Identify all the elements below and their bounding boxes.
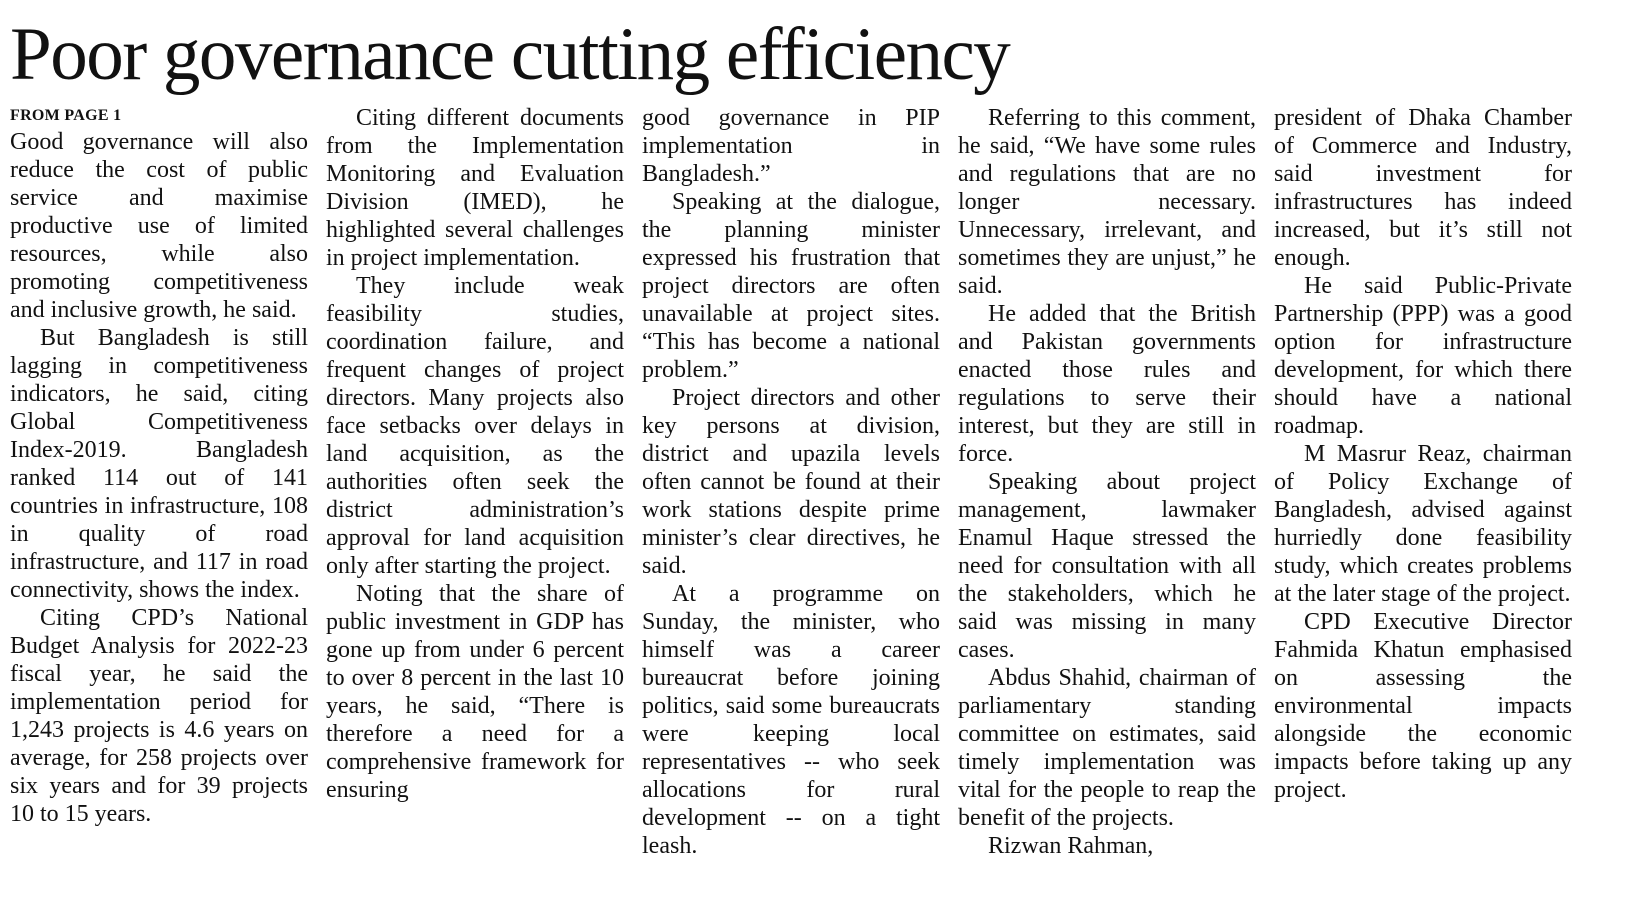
paragraph: Abdus Shahid, chairman of parliamentary standing committee on estimates, said timely implementation was vital for the people to reap the benefit of the projects. [958,665,1256,831]
paragraph: Speaking at the dialogue, the planning minister expressed his frustration that project directors are often unavailable at project sites. “This has become a national problem.” [642,189,940,383]
article-column-3 [642,104,940,860]
article-columns [10,104,1572,860]
jump-kicker: FROM PAGE 1 [10,107,122,124]
paragraph: CPD Executive Director Fahmida Khatun emphasised on assessing the environmental impacts alongside the economic impacts before taking up any project. [1274,609,1572,803]
paragraph: Good governance will also reduce the cost of public service and maximise productive use of limited resources, while also promoting competitiveness and inclusive growth, he said. [10,129,308,323]
paragraph: M Masrur Reaz, chairman of Policy Exchange of Bangladesh, advised against hurriedly done feasibility study, which creates problems at the later stage of the project. [1274,441,1572,607]
paragraph: Project directors and other key persons at division, district and upazila levels often cannot be found at their work stations despite prime minister’s clear directives, he said. [642,385,940,579]
paragraph: He said Public-Private Partnership (PPP) was a good option for infrastructure development, for which there should have a national roadmap. [1274,273,1572,439]
paragraph: Noting that the share of public investment in GDP has gone up from under 6 percent to over 8 percent in the last 10 years, he said, “There is therefore a need for a comprehensive framework for ensuring [326,581,624,803]
paragraph: Citing CPD’s National Budget Analysis for 2022-23 fiscal year, he said the implementation period for 1,243 projects is 4.6 years on average, for 258 projects over six years and for 39 projects 10 to 15 years. [10,605,308,827]
article-column-2 [326,104,624,860]
article-column-4 [958,104,1256,860]
paragraph: He added that the British and Pakistan governments enacted those rules and regulations to serve their interest, but they are still in force. [958,301,1256,467]
paragraph: Speaking about project management, lawmaker Enamul Haque stressed the need for consultation with all the stakeholders, which he said was missing in many cases. [958,469,1256,663]
paragraph: At a programme on Sunday, the minister, who himself was a career bureaucrat before joining politics, said some bureaucrats were keeping local representatives -- who seek allocations for rural development -- on a tight leash. [642,581,940,859]
paragraph: Rizwan Rahman, [988,833,1154,859]
paragraph: But Bangladesh is still lagging in competitiveness indicators, he said, citing Global Competitiveness Index-2019. Bangladesh ranked 114 out of 141 countries in infrastructure, 108 in quality of road infrastructure, and 117 in road connectivity, shows the index. [10,325,308,603]
paragraph: Citing different documents from the Implementation Monitoring and Evaluation Division (IMED), he highlighted several challenges in project implementation. [326,105,624,271]
paragraph: They include weak feasibility studies, coordination failure, and frequent changes of project directors. Many projects also face setbacks over delays in land acquisition, as the authorities often seek the district administration’s approval for land acquisition only after starting the project. [326,273,624,579]
article-column-5 [1274,104,1572,860]
paragraph-continued: president of Dhaka Chamber of Commerce and Industry, said investment for infrastructures has indeed increased, but it’s still not enough. [1274,105,1572,271]
article-column-1 [10,104,308,860]
paragraph: Referring to this comment, he said, “We have some rules and regulations that are no longer necessary. Unnecessary, irrelevant, and sometimes they are unjust,” he said. [958,105,1256,299]
paragraph-continued: good governance in PIP implementation in Bangladesh.” [642,105,940,187]
headline: Poor governance cutting efficiency [10,13,1010,96]
